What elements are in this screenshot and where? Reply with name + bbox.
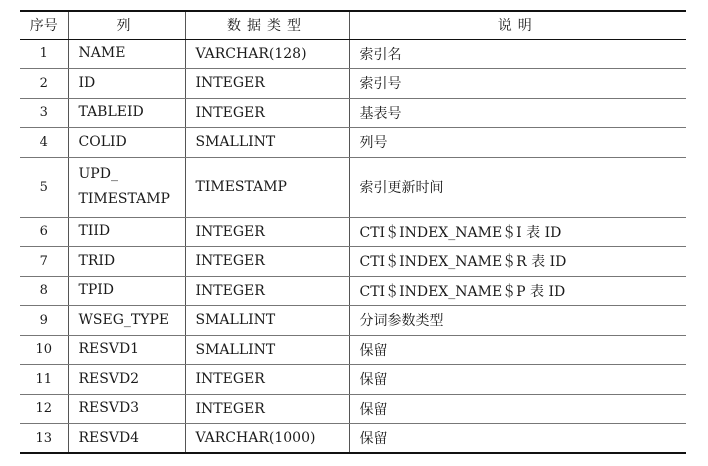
- cell-type: INTEGER: [185, 217, 349, 247]
- cell-no: 11: [20, 365, 68, 395]
- cell-desc: CTI＄INDEX_NAME＄I 表 ID: [349, 217, 686, 247]
- cell-no: 5: [20, 157, 68, 217]
- cell-desc: 保留: [349, 394, 686, 424]
- cell-desc: 保留: [349, 365, 686, 395]
- cell-type: VARCHAR(128): [185, 39, 349, 69]
- cell-no: 3: [20, 98, 68, 128]
- cell-column: COLID: [68, 128, 185, 158]
- cell-column: TRID: [68, 247, 185, 277]
- cell-no: 8: [20, 276, 68, 306]
- table-row: [20, 276, 686, 306]
- table-row: [20, 335, 686, 365]
- cell-no: 2: [20, 69, 68, 99]
- cell-type: TIMESTAMP: [185, 157, 349, 217]
- cell-no: 12: [20, 394, 68, 424]
- table-header: [20, 11, 686, 39]
- cell-column: UPD_ TIMESTAMP: [68, 157, 185, 217]
- cell-type: INTEGER: [185, 69, 349, 99]
- cell-no: 6: [20, 217, 68, 247]
- cell-no: 4: [20, 128, 68, 158]
- table-row: [20, 365, 686, 395]
- cell-desc: 保留: [349, 424, 686, 454]
- cell-no: 9: [20, 306, 68, 336]
- cell-desc: 保留: [349, 335, 686, 365]
- header-row: [20, 11, 686, 39]
- cell-type: VARCHAR(1000): [185, 424, 349, 454]
- cell-no: 10: [20, 335, 68, 365]
- table-row: [20, 394, 686, 424]
- table-row: [20, 247, 686, 277]
- cell-column: RESVD2: [68, 365, 185, 395]
- cell-desc: 索引名: [349, 39, 686, 69]
- cell-column: ID: [68, 69, 185, 99]
- cell-column: RESVD4: [68, 424, 185, 454]
- cell-column: TPID: [68, 276, 185, 306]
- cell-type: INTEGER: [185, 98, 349, 128]
- table-row: [20, 98, 686, 128]
- cell-column: TABLEID: [68, 98, 185, 128]
- table-row: [20, 157, 686, 217]
- cell-column: WSEG_TYPE: [68, 306, 185, 336]
- header-desc: 说明: [349, 11, 686, 39]
- table-row: [20, 424, 686, 454]
- system-table-definition: [20, 10, 686, 454]
- cell-no: 7: [20, 247, 68, 277]
- cell-desc: 列号: [349, 128, 686, 158]
- table-row: [20, 306, 686, 336]
- cell-column: RESVD3: [68, 394, 185, 424]
- cell-no: 13: [20, 424, 68, 454]
- table-body: [20, 39, 686, 453]
- cell-type: SMALLINT: [185, 335, 349, 365]
- cell-desc: 基表号: [349, 98, 686, 128]
- cell-desc: CTI＄INDEX_NAME＄P 表 ID: [349, 276, 686, 306]
- header-column: 列: [68, 11, 185, 39]
- cell-column: NAME: [68, 39, 185, 69]
- table-row: [20, 217, 686, 247]
- table-row: [20, 128, 686, 158]
- cell-type: SMALLINT: [185, 306, 349, 336]
- cell-desc: 索引号: [349, 69, 686, 99]
- cell-type: INTEGER: [185, 394, 349, 424]
- cell-type: INTEGER: [185, 276, 349, 306]
- cell-desc: CTI＄INDEX_NAME＄R 表 ID: [349, 247, 686, 277]
- cell-type: INTEGER: [185, 247, 349, 277]
- table-row: [20, 69, 686, 99]
- table-row: [20, 39, 686, 69]
- cell-type: SMALLINT: [185, 128, 349, 158]
- cell-desc: 分词参数类型: [349, 306, 686, 336]
- cell-column: TIID: [68, 217, 185, 247]
- cell-type: INTEGER: [185, 365, 349, 395]
- header-type: 数据类型: [185, 11, 349, 39]
- cell-desc: 索引更新时间: [349, 157, 686, 217]
- cell-column: RESVD1: [68, 335, 185, 365]
- cell-no: 1: [20, 39, 68, 69]
- header-no: 序号: [20, 11, 68, 39]
